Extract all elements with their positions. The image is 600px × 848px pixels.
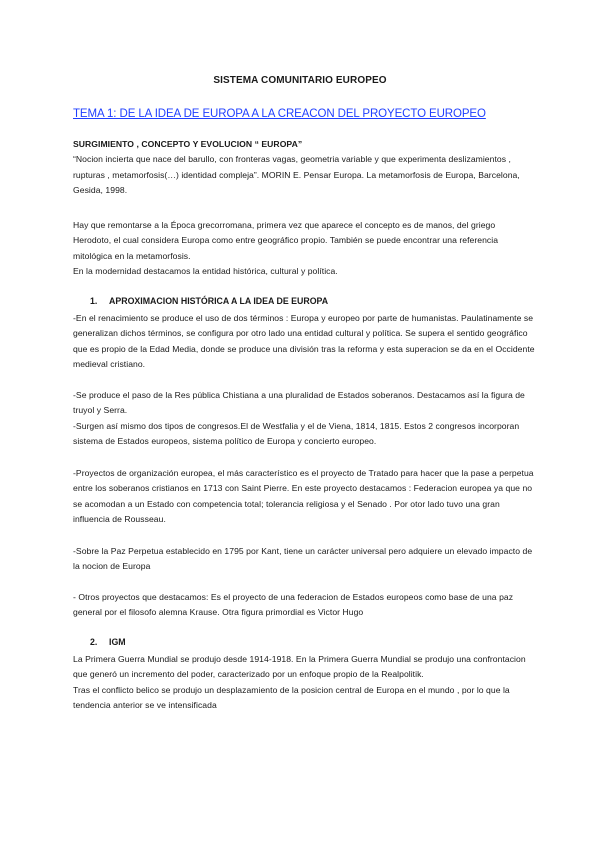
document-title: SISTEMA COMUNITARIO EUROPEO (213, 75, 387, 86)
section-1-p5 (73, 544, 535, 575)
section-2-paragraph-1: La Primera Guerra Mundial se produjo desde 1914-1918. En la Primera Guerra Mundial se produjo una confrontacion que generó un incremento del poder, caracterizado por un enfoque propio de la Realpolitik. (73, 654, 526, 680)
section-2-paragraph-2: Tras el conflicto belico se produjo un desplazamiento de la posicion central de Europa en el mundo , por lo que la tendencia anterior se ve intensificada (73, 684, 510, 711)
section-1-paragraph-4: -Proyectos de organización europea, el más característico es el proyecto de Tratado para hacer que la pase a perpetua entre los soberanos cristianos en 1713 con Saint Pierre. En este proyecto destacamos : Federacion europea ya que no se acomodan a un Estado con competencia total; tolerancia religiosa y el Senado . Por otor lado tuvo una gran influencia de Rousseau. (73, 468, 534, 525)
tema-heading-link[interactable]: TEMA 1: DE LA IDEA DE EUROPA A LA CREACON DEL PROYECTO EUROPEO (73, 108, 486, 120)
section-2-number: 2. (90, 637, 98, 647)
section-1-paragraph-2: -Se produce el paso de la Res pública Chistiana a una pluralidad de Estados soberanos. Destacamos así la figura de truyol y Serra. (73, 390, 525, 416)
section-1-number: 1. (90, 296, 98, 306)
section-1-paragraph-1: -En el renacimiento se produce el uso de dos términos : Europa y europeo por parte de humanistas. Paulatinamente se generalizan dichos términos, se configura por otro lado una entidad cultural y política. Se supera el sentido geográfico que es propio de la Edad Media, donde se produce una división tras la reforma y esta superacion se da en el Occidente medieval cristiano. (73, 313, 535, 370)
surgimiento-quote: “Nocion incierta que nace del barullo, con fronteras vagas, geometria variable y que experimenta deslizamientos , rupturas , metamorfosis(…) identidad compleja”. MORIN E. Pensar Europa. La metamorfosis de Europa, Barcelona, Gesida, 1998. (73, 154, 520, 196)
section-1-paragraph-3: -Surgen así mismo dos tipos de congresos.El de Westfalia y el de Viena, 1814, 1815. Estos 2 congresos incorporan sistema de Estados europeos, sistema político de Europa y concierto europeo. (73, 420, 520, 447)
section-1-title: APROXIMACION HISTÓRICA A LA IDEA DE EUROPA (109, 296, 329, 306)
surgimiento-text (73, 218, 535, 280)
section-1-p6 (73, 590, 535, 621)
section-1-paragraph-5: -Sobre la Paz Perpetua establecido en 1795 por Kant, tiene un carácter universal pero adquiere un elevado impacto de la nocion de Europa (73, 546, 533, 572)
section-1-p4 (73, 466, 535, 528)
section-2-text (73, 652, 535, 714)
section-2-heading (90, 637, 126, 647)
section-1-p2-p3 (73, 388, 535, 450)
surgimiento-heading: SURGIMIENTO , CONCEPTO Y EVOLUCION “ EUROPA” (73, 139, 303, 149)
surgimiento-paragraph-1: Hay que remontarse a la Época grecorromana, primera vez que aparece el concepto es de manos, del griego Herodoto, el cual considera Europa como entre geográfico propio. También se puede encontrar una referencia mitológica en la metamorfosis. (73, 220, 499, 261)
surgimiento-paragraph-2: En la modernidad destacamos la entidad histórica, cultural y política. (73, 266, 338, 277)
surgimiento-block (73, 137, 535, 199)
section-1-p1 (73, 311, 535, 373)
section-1-paragraph-6: - Otros proyectos que destacamos: Es el proyecto de una federacion de Estados europeos como base de una paz general por el filosofo alemna Krause. Otra figura primordial es Victor Hugo (73, 592, 514, 618)
section-2-title: IGM (109, 637, 126, 647)
section-1-heading (90, 296, 328, 306)
